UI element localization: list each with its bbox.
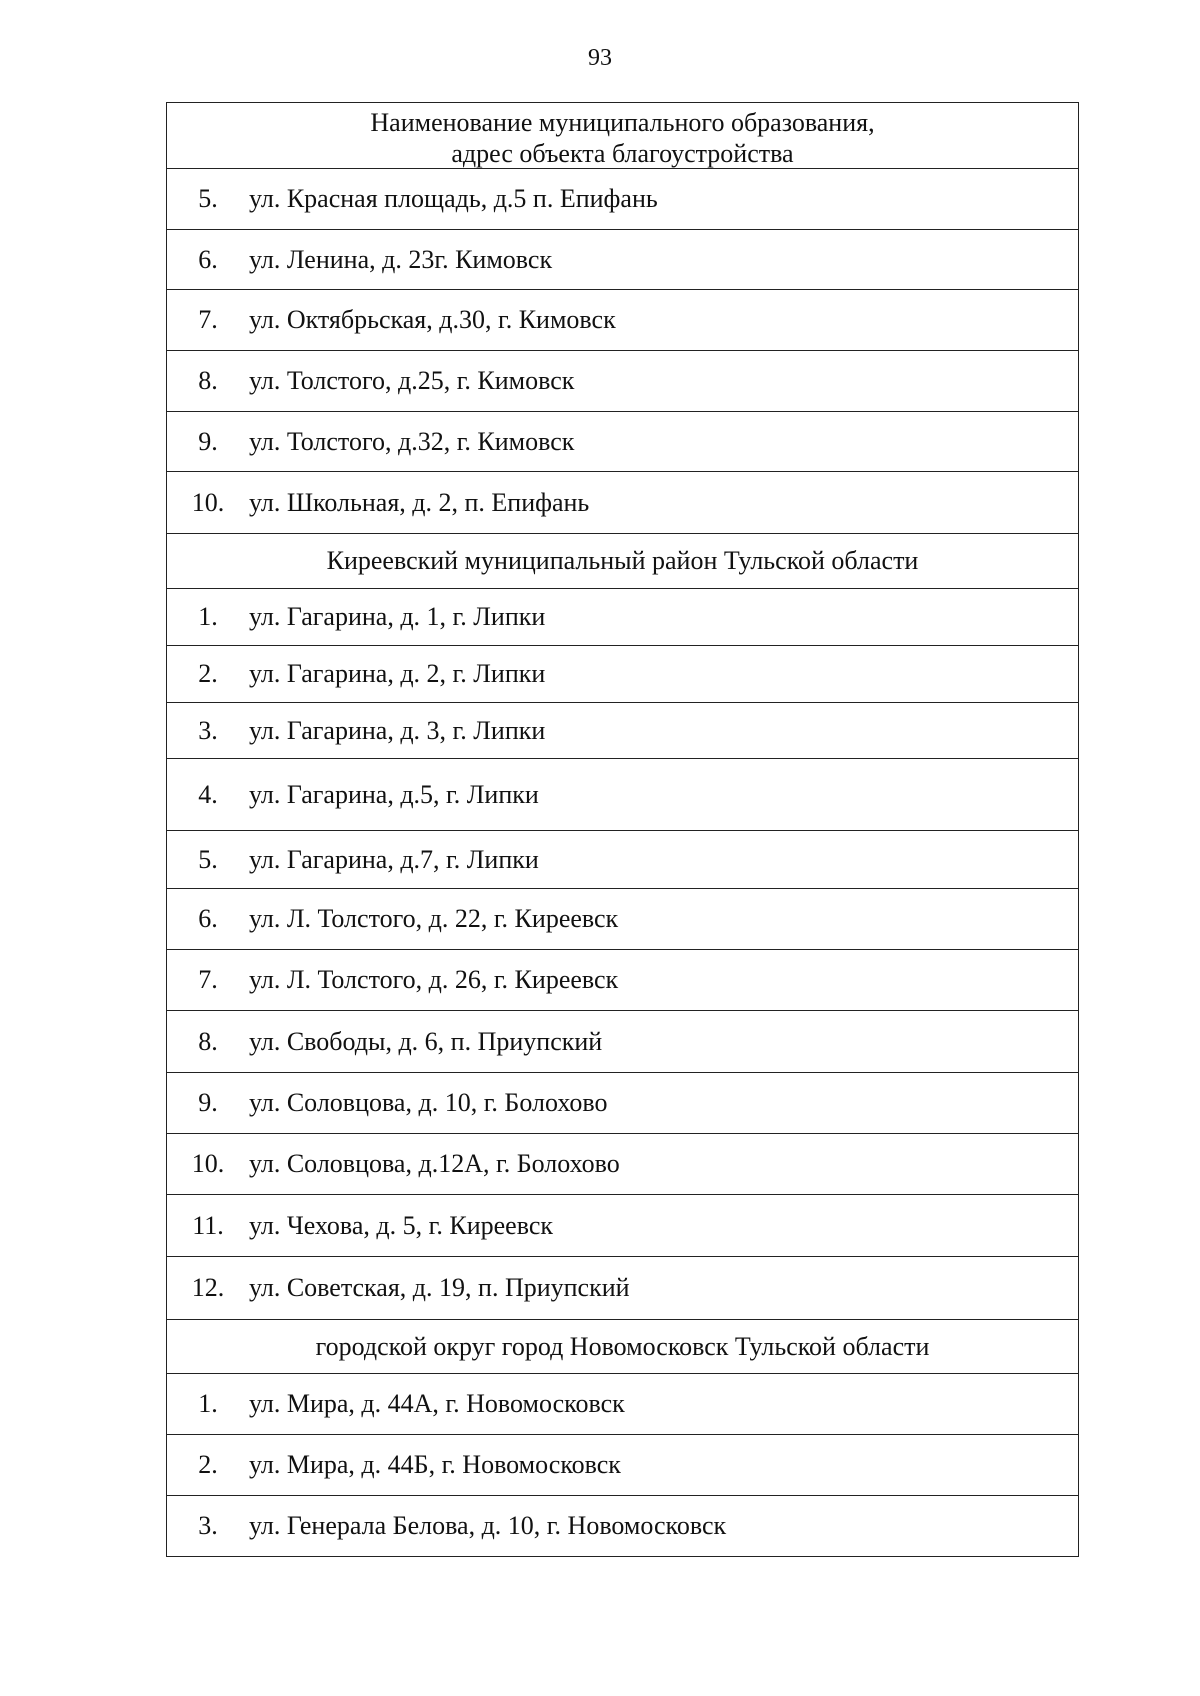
row-address: ул. Гагарина, д. 2, г. Липки <box>249 659 546 688</box>
row-number: 10. <box>191 487 225 517</box>
row-address: ул. Гагарина, д.5, г. Липки <box>249 779 539 809</box>
row-address: ул. Л. Толстого, д. 26, г. Киреевск <box>249 965 619 994</box>
row-number: 12. <box>191 1273 225 1302</box>
row-number: 3. <box>198 1511 218 1540</box>
table-row <box>167 472 1078 534</box>
table-row <box>167 1073 1078 1134</box>
row-address: ул. Красная площадь, д.5 п. Епифань <box>249 184 658 213</box>
row-number: 8. <box>198 1026 218 1056</box>
table-header-line-1: Наименование муниципального образования, <box>370 107 875 137</box>
row-address: ул. Гагарина, д. 1, г. Липки <box>249 602 546 631</box>
row-number: 6. <box>198 904 218 933</box>
table-row <box>167 1257 1078 1320</box>
address-table <box>166 102 1079 1557</box>
row-address: ул. Мира, д. 44Б, г. Новомосковск <box>249 1450 621 1479</box>
table-header <box>167 103 1078 169</box>
row-address: ул. Толстого, д.25, г. Кимовск <box>249 366 575 395</box>
row-address: ул. Свободы, д. 6, п. Приупский <box>249 1026 603 1056</box>
row-address: ул. Советская, д. 19, п. Приупский <box>249 1273 630 1302</box>
row-number: 7. <box>198 965 218 994</box>
table-row <box>167 169 1078 230</box>
row-address: ул. Л. Толстого, д. 22, г. Киреевск <box>249 904 619 933</box>
row-number: 3. <box>198 715 218 745</box>
table-row <box>167 831 1078 889</box>
row-number: 9. <box>198 1088 218 1117</box>
table-header-line-2: адрес объекта благоустройства <box>451 138 794 168</box>
table-row <box>167 1496 1078 1556</box>
row-number: 10. <box>191 1149 225 1178</box>
table-row <box>167 759 1078 831</box>
row-number: 7. <box>198 305 218 334</box>
table-row <box>167 703 1078 759</box>
row-number: 6. <box>198 244 218 274</box>
row-number: 9. <box>198 426 218 456</box>
section-row <box>167 1320 1078 1374</box>
table-row <box>167 646 1078 703</box>
table-row <box>167 351 1078 412</box>
row-address: ул. Толстого, д.32, г. Кимовск <box>249 426 575 456</box>
row-address: ул. Соловцова, д. 10, г. Болохово <box>249 1088 608 1117</box>
row-address: ул. Чехова, д. 5, г. Киреевск <box>249 1210 554 1240</box>
row-number: 5. <box>198 844 218 874</box>
table-row <box>167 412 1078 472</box>
section-row <box>167 534 1078 589</box>
row-number: 1. <box>198 1389 218 1418</box>
row-number: 8. <box>198 366 218 395</box>
table-row <box>167 889 1078 950</box>
row-address: ул. Гагарина, д. 3, г. Липки <box>249 715 546 745</box>
table-row <box>167 1435 1078 1496</box>
table-row <box>167 589 1078 646</box>
table-row <box>167 230 1078 290</box>
row-number: 1. <box>198 602 218 631</box>
section-title: городской округ город Новомосковск Тульской области <box>315 1331 930 1361</box>
table-row <box>167 290 1078 351</box>
table-row <box>167 1134 1078 1195</box>
section-title: Киреевский муниципальный район Тульской области <box>326 546 919 575</box>
row-number: 2. <box>198 659 218 688</box>
table-row <box>167 1374 1078 1435</box>
row-number: 5. <box>198 184 218 213</box>
page-number: 93 <box>588 45 612 71</box>
table-row <box>167 950 1078 1011</box>
row-address: ул. Соловцова, д.12А, г. Болохово <box>249 1149 620 1178</box>
table-row <box>167 1195 1078 1257</box>
table-row <box>167 1011 1078 1073</box>
row-address: ул. Октябрьская, д.30, г. Кимовск <box>249 305 616 334</box>
row-address: ул. Школьная, д. 2, п. Епифань <box>249 487 590 517</box>
row-address: ул. Мира, д. 44А, г. Новомосковск <box>249 1389 625 1418</box>
row-address: ул. Ленина, д. 23г. Кимовск <box>249 244 553 274</box>
row-number: 11. <box>192 1210 224 1240</box>
row-number: 2. <box>198 1450 218 1479</box>
row-address: ул. Генерала Белова, д. 10, г. Новомосковск <box>249 1511 727 1540</box>
row-address: ул. Гагарина, д.7, г. Липки <box>249 844 539 874</box>
row-number: 4. <box>198 779 218 809</box>
